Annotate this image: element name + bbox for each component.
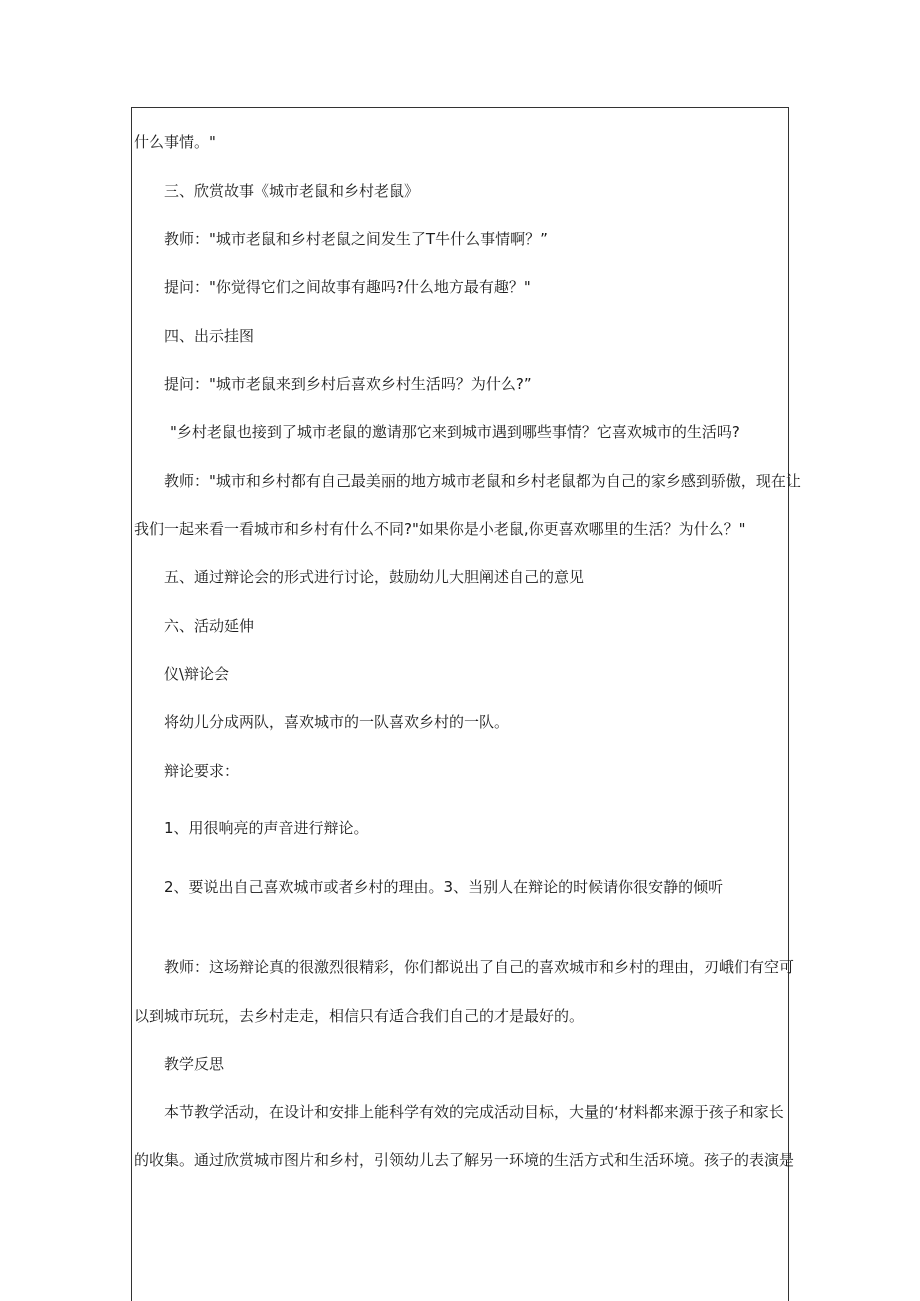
text-line-20: 本节教学活动，在设计和安排上能科学有效的完成活动目标，大量的‘材料都来源于孩子和家长 — [164, 1103, 784, 1121]
section-heading-6: 六、活动延伸 — [164, 617, 255, 635]
text-line-8: 教师："城市和乡村都有自己最美丽的地方城市老鼠和乡村老鼠都为自己的家乡感到骄傲，现在让 — [164, 472, 801, 490]
text-line-9: 我们一起来看一看城市和乡村有什么不同?"如果你是小老鼠,你更喜欢哪里的生活？为什么？" — [134, 520, 746, 538]
text-line-16: 2、要说出自己喜欢城市或者乡村的理由。3、当别人在辩论的时候请你很安静的倾听 — [164, 878, 724, 896]
text-line-18: 以到城市玩玩，去乡村走走，相信只有适合我们自己的才是最好的。 — [134, 1007, 585, 1025]
section-heading-4: 四、出示挂图 — [164, 327, 255, 345]
section-heading-5: 五、通过辩论会的形式进行讨论，鼓励幼儿大胆阐述自己的意见 — [164, 568, 585, 586]
text-line-17: 教师：这场辩论真的很激烈很精彩，你们都说出了自己的喜欢城市和乡村的理由，刃峨们有空可 — [164, 958, 795, 976]
text-line-3: 教师："城市老鼠和乡村老鼠之间发生了T牛什么事情啊？” — [164, 230, 548, 248]
section-heading-reflection: 教学反思 — [164, 1055, 225, 1073]
text-line-6: 提问："城市老鼠来到乡村后喜欢乡村生活吗？为什么?” — [164, 375, 532, 393]
text-line-7: "乡村老鼠也接到了城市老鼠的邀请那它来到城市遇到哪些事情？它喜欢城市的生活吗? — [170, 423, 740, 441]
text-line-21: 的收集。通过欣赏城市图片和乡村，引领幼儿去了解另一环境的生活方式和生活环境。孩子的表演是 — [134, 1151, 795, 1169]
text-line-4: 提问："你觉得它们之间故事有趣吗?什么地方最有趣？" — [164, 278, 531, 296]
section-heading-3: 三、欣赏故事《城市老鼠和乡村老鼠》 — [164, 182, 420, 200]
text-line-1: 什么事情。" — [134, 133, 216, 151]
text-line-13: 将幼儿分成两队，喜欢城市的一队喜欢乡村的一队。 — [164, 713, 510, 731]
text-line-12: 仪\辩论会 — [164, 665, 230, 683]
text-line-14: 辩论要求： — [164, 762, 240, 780]
text-line-15: 1、用很响亮的声音进行辩论。 — [164, 819, 369, 837]
